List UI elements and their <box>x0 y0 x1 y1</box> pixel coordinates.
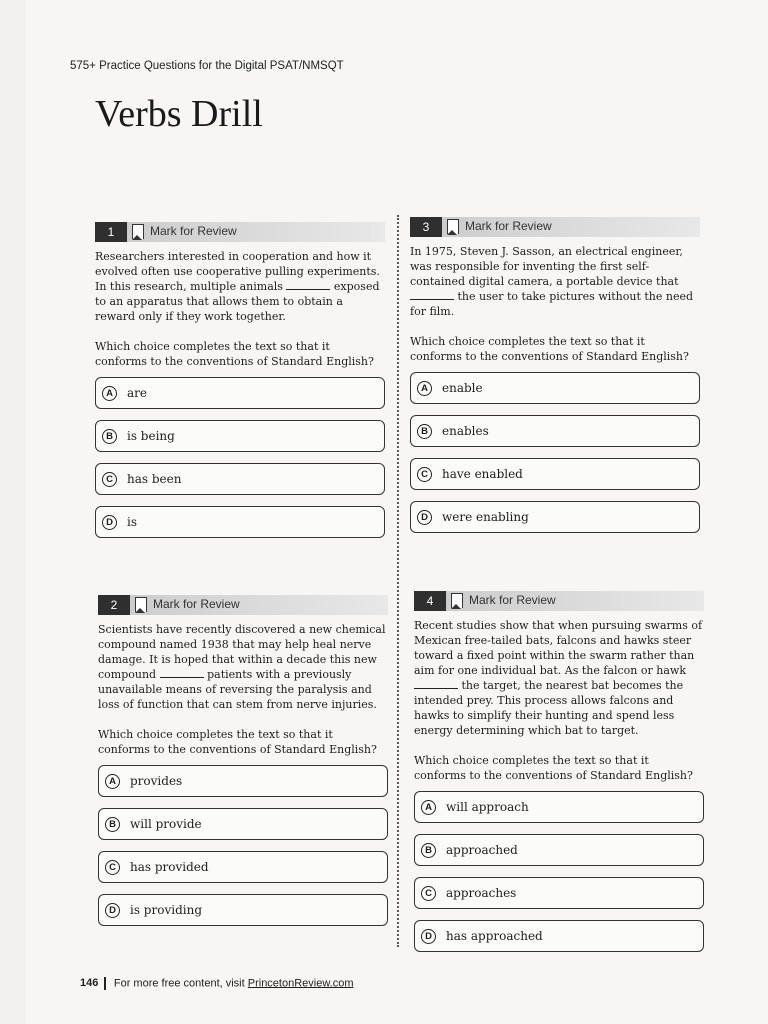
answer-choice-b[interactable] <box>414 834 704 866</box>
question-prompt: Which choice completes the text so that it conforms to the conventions of Standard English? <box>414 754 693 782</box>
passage-text-before: Scientists have recently discovered a new chemical compound named 1938 that may help heal nerve damage. It is hoped that within a decade this new compound <box>98 623 386 681</box>
answer-choice-c[interactable] <box>414 877 704 909</box>
running-head: 575+ Practice Questions for the Digital PSAT/NMSQT <box>70 60 344 72</box>
question-2 <box>98 595 388 937</box>
choice-letter-badge: B <box>417 424 432 439</box>
answer-choice-b[interactable] <box>95 420 385 452</box>
question-header <box>414 591 704 611</box>
mark-for-review-button[interactable]: Mark for Review <box>150 224 237 238</box>
choice-letter-badge: A <box>105 774 120 789</box>
passage-text-before: Researchers interested in cooperation and how it evolved often use cooperative pulling experiments. In this research, multiple animals <box>95 250 380 293</box>
question-passage <box>95 249 385 324</box>
choice-letter-badge: D <box>421 929 436 944</box>
answer-choice-c[interactable] <box>98 851 388 883</box>
bookmark-icon[interactable] <box>447 219 459 234</box>
question-header <box>410 217 700 237</box>
answer-blank <box>414 678 458 689</box>
answer-blank <box>160 667 204 678</box>
choice-letter-badge: D <box>417 510 432 525</box>
choice-letter-badge: A <box>417 381 432 396</box>
choice-letter-badge: D <box>105 903 120 918</box>
answer-choice-d[interactable] <box>410 501 700 533</box>
bookmark-icon[interactable] <box>451 593 463 608</box>
mark-for-review-button[interactable]: Mark for Review <box>153 597 240 611</box>
answer-choice-d[interactable] <box>98 894 388 926</box>
choice-text: has been <box>127 472 182 486</box>
answer-choice-a[interactable] <box>410 372 700 404</box>
choice-text: will approach <box>446 800 529 814</box>
page-title: Verbs Drill <box>95 93 263 135</box>
passage-text-after: exposed to an apparatus that allows them to obtain a reward only if they work together. <box>95 280 380 323</box>
question-number: 3 <box>410 217 442 237</box>
choice-text: is <box>127 515 137 529</box>
passage-text-before: In 1975, Steven J. Sasson, an electrical engineer, was responsible for inventing the first self-contained digital camera, a portable device that <box>410 245 683 288</box>
answer-choice-a[interactable] <box>95 377 385 409</box>
choice-letter-badge: D <box>102 515 117 530</box>
answer-choice-b[interactable] <box>98 808 388 840</box>
passage-text-before: Recent studies show that when pursuing swarms of Mexican free-tailed bats, falcons and hawks steer toward a fixed point within the swarm rather than aim for one individual bat. As the falcon or hawk <box>414 619 703 677</box>
answer-choice-a[interactable] <box>98 765 388 797</box>
column-divider <box>397 215 399 947</box>
choice-text: is providing <box>130 903 202 917</box>
choice-text: has provided <box>130 860 209 874</box>
question-1 <box>95 222 385 549</box>
choice-text: provides <box>130 774 183 788</box>
choice-letter-badge: C <box>105 860 120 875</box>
page-number: 146 <box>80 977 99 990</box>
answer-choice-c[interactable] <box>410 458 700 490</box>
choice-text: is being <box>127 429 175 443</box>
choice-text: were enabling <box>442 510 529 524</box>
footer <box>80 977 354 990</box>
choice-text: will provide <box>130 817 202 831</box>
question-prompt: Which choice completes the text so that it conforms to the conventions of Standard English? <box>98 728 377 756</box>
question-passage <box>98 622 388 712</box>
answer-choice-b[interactable] <box>410 415 700 447</box>
question-number: 4 <box>414 591 446 611</box>
answer-choices <box>95 377 385 538</box>
choice-text: enables <box>442 424 489 438</box>
choice-letter-badge: A <box>421 800 436 815</box>
question-prompt: Which choice completes the text so that it conforms to the conventions of Standard English? <box>410 335 689 363</box>
answer-blank <box>286 279 330 290</box>
choice-letter-badge: B <box>102 429 117 444</box>
footer-link[interactable]: PrincetonReview.com <box>247 977 354 990</box>
choice-letter-badge: B <box>105 817 120 832</box>
answer-choice-c[interactable] <box>95 463 385 495</box>
footer-text: For more free content, visit <box>113 977 248 990</box>
answer-choices <box>410 372 700 533</box>
choice-text: have enabled <box>442 467 523 481</box>
choice-text: approached <box>446 843 518 857</box>
question-4 <box>414 591 704 963</box>
choice-letter-badge: C <box>102 472 117 487</box>
bookmark-icon[interactable] <box>135 597 147 612</box>
question-number: 1 <box>95 222 127 242</box>
choice-text: approaches <box>446 886 517 900</box>
answer-choices <box>98 765 388 926</box>
choice-text: has approached <box>446 929 543 943</box>
mark-for-review-button[interactable]: Mark for Review <box>465 219 552 233</box>
choice-letter-badge: A <box>102 386 117 401</box>
question-prompt: Which choice completes the text so that it conforms to the conventions of Standard English? <box>95 340 374 368</box>
passage-text-after: the user to take pictures without the need for film. <box>410 290 694 318</box>
choice-letter-badge: C <box>417 467 432 482</box>
answer-choice-d[interactable] <box>95 506 385 538</box>
answer-choice-d[interactable] <box>414 920 704 952</box>
question-passage <box>414 618 704 738</box>
answer-choice-a[interactable] <box>414 791 704 823</box>
bookmark-icon[interactable] <box>132 224 144 239</box>
passage-text-after: the target, the nearest bat becomes the intended prey. This process allows falcons and hawks to simplify their hunting and spend less energy determining which bat to target. <box>414 679 684 737</box>
answer-choices <box>414 791 704 952</box>
passage-text-after: patients with a previously unavailable means of reversing the paralysis and loss of function that can stem from nerve injuries. <box>98 668 377 711</box>
footer-separator <box>104 977 106 990</box>
question-number: 2 <box>98 595 130 615</box>
question-header <box>98 595 388 615</box>
mark-for-review-button[interactable]: Mark for Review <box>469 593 556 607</box>
choice-letter-badge: B <box>421 843 436 858</box>
question-3 <box>410 217 700 544</box>
choice-text: enable <box>442 381 483 395</box>
question-passage <box>410 244 700 319</box>
choice-text: are <box>127 386 147 400</box>
choice-letter-badge: C <box>421 886 436 901</box>
question-header <box>95 222 385 242</box>
answer-blank <box>410 289 454 300</box>
